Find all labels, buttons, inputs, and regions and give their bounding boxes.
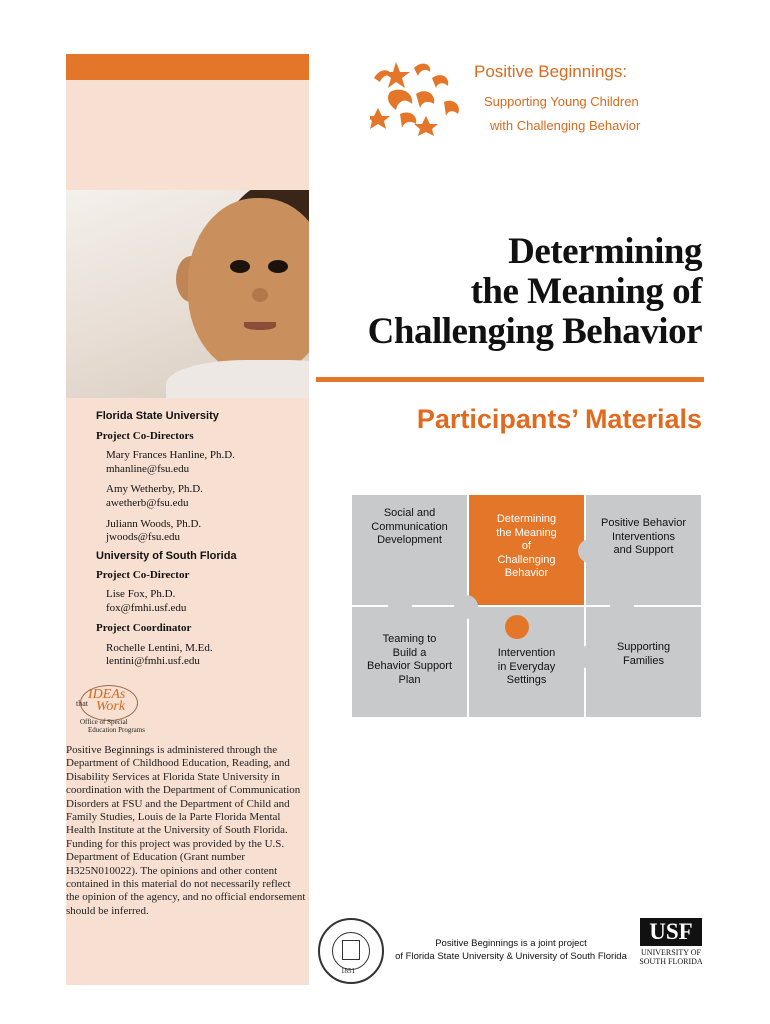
- person-name: Mary Frances Hanline, Ph.D.: [106, 449, 235, 462]
- person-email: jwoods@fsu.edu: [106, 531, 180, 544]
- puzzle-piece-social-communication: Social and Communication Development: [352, 495, 467, 605]
- title-line: Determining: [508, 231, 702, 272]
- ideas-that-work-logo: [74, 685, 194, 735]
- fsu-name: Florida State University: [96, 410, 219, 422]
- puzzle-piece-positive-behavior: Positive Behavior Interventions and Support: [586, 495, 701, 605]
- logo-subtitle-2: with Challenging Behavior: [490, 118, 641, 133]
- top-orange-band: [66, 54, 309, 80]
- person-name: Juliann Woods, Ph.D.: [106, 517, 202, 530]
- person-email: awetherb@fsu.edu: [106, 496, 189, 509]
- puzzle-piece-intervention: Intervention in Everyday Settings: [469, 607, 584, 717]
- title-divider: [316, 377, 704, 382]
- puzzle-piece-determining-meaning: Determining the Meaning of Challenging Behavior: [469, 495, 584, 605]
- positive-beginnings-logo-art: [370, 58, 468, 138]
- logo-subtitle-1: Supporting Young Children: [484, 94, 639, 109]
- ideas-work-word: Work: [96, 699, 126, 714]
- logo-title: Positive Beginnings:: [474, 62, 628, 81]
- title-line: Challenging Behavior: [367, 311, 702, 352]
- ideas-that-word: that: [76, 699, 88, 708]
- person-email: fox@fmhi.usf.edu: [106, 601, 187, 614]
- ideas-word: IDEAs: [88, 687, 126, 702]
- puzzle-graphic: [352, 495, 701, 717]
- footer-joint-project: Positive Beginnings is a joint project of Florida State University & University of South Florida: [395, 938, 627, 962]
- usf-role: Project Co-Director: [96, 569, 190, 582]
- puzzle-connector: [454, 595, 478, 619]
- coordinator-role: Project Coordinator: [96, 622, 192, 635]
- puzzle-connector: [578, 645, 602, 669]
- document-subtitle: Participants’ Materials: [416, 404, 702, 434]
- document-title: [368, 232, 702, 352]
- title-line: the Meaning of: [470, 271, 702, 312]
- puzzle-connector: [505, 615, 529, 639]
- puzzle-piece-supporting-families: Supporting Families: [586, 607, 701, 717]
- person-email: mhanline@fsu.edu: [106, 462, 190, 475]
- person-name: Lise Fox, Ph.D.: [106, 587, 176, 600]
- usf-name: University of South Florida: [96, 549, 237, 562]
- seal-year: 1851: [341, 967, 355, 975]
- usf-logo: USF: [640, 918, 702, 946]
- credits-block: [96, 410, 306, 669]
- fsu-role: Project Co-Directors: [96, 429, 194, 442]
- puzzle-connector: [610, 595, 634, 619]
- ideas-caption: Office of Special Education Programs: [80, 718, 145, 734]
- usf-wordmark: UNIVERSITY OF SOUTH FLORIDA: [639, 948, 703, 966]
- person-email: lentini@fmhi.usf.edu: [106, 655, 200, 668]
- child-photo: [66, 190, 309, 398]
- puzzle-connector: [388, 593, 412, 617]
- person-name: Amy Wetherby, Ph.D.: [106, 483, 203, 496]
- person-name: Rochelle Lentini, M.Ed.: [106, 641, 213, 654]
- puzzle-piece-teaming: Teaming to Build a Behavior Support Plan: [352, 607, 467, 717]
- fsu-seal: [318, 918, 384, 984]
- funding-paragraph: Positive Beginnings is administered through the Department of Childhood Education, Reading, and Disability Services at Florida State University in coordination with the Department of Communication Disorders at FSU and the Department of Child and Family Studies, Louis de la Parte Florida Mental Health Institute at the University of South Florida. Funding for this project was provided by the U.S. Department of Education (Grant number H325N010022). The opinions and other content contained in this material do not necessarily reflect the opinion of the agency, and no official endorsement should be inferred.: [66, 744, 306, 917]
- puzzle-connector: [578, 539, 602, 563]
